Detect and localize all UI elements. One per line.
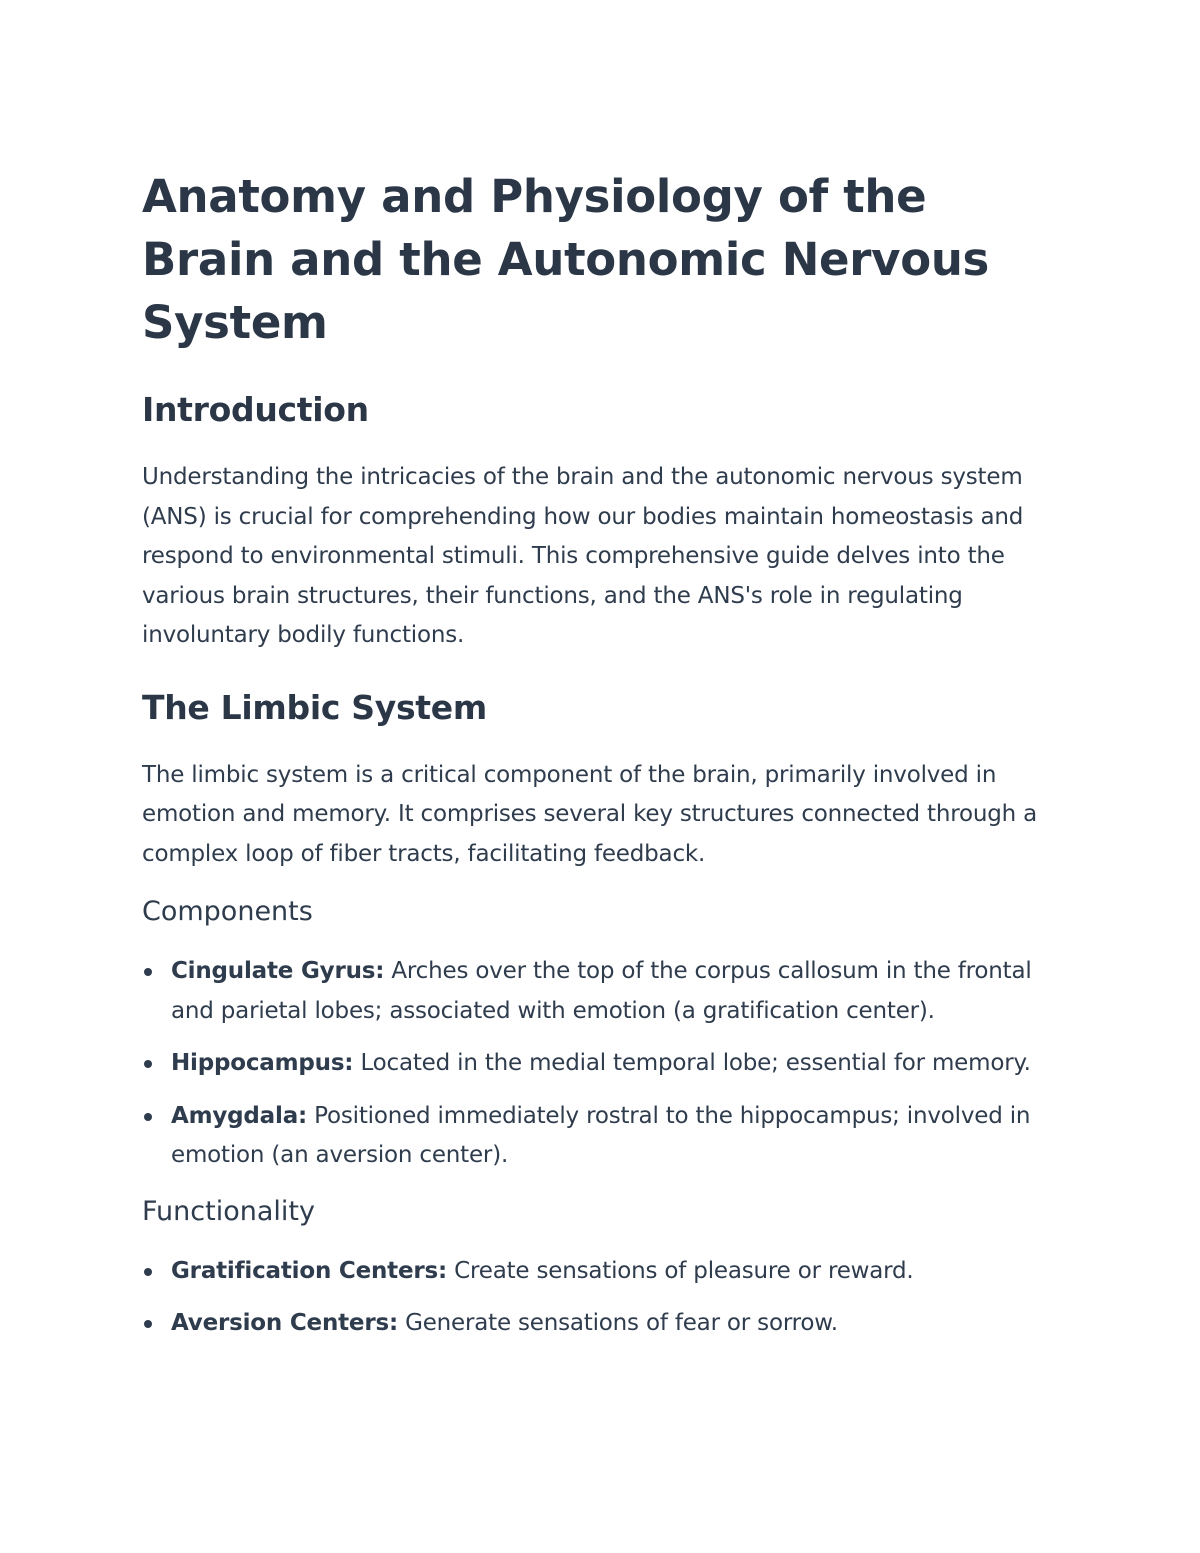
introduction-paragraph: Understanding the intricacies of the brain and the autonomic nervous system (ANS) is crucial for comprehending how our bodies maintain homeostasis and respond to environmental stimuli. This comprehensive guide delves into the various brain structures, their functions, and the ANS's role in regulating involuntary bodily functions. bbox=[142, 464, 1024, 648]
list-item bbox=[142, 952, 1070, 1031]
functionality-list bbox=[142, 1252, 1070, 1344]
list-item-term: Hippocampus: bbox=[171, 1050, 354, 1076]
bullet-icon bbox=[144, 1113, 152, 1121]
list-item-term: Gratification Centers: bbox=[171, 1257, 448, 1284]
bullet-icon bbox=[144, 1060, 152, 1068]
list-item bbox=[142, 1097, 1070, 1176]
components-heading: Components bbox=[142, 896, 313, 927]
bullet-icon bbox=[144, 1268, 152, 1276]
limbic-system-heading: The Limbic System bbox=[142, 687, 487, 727]
list-item bbox=[142, 1252, 1070, 1292]
list-item-term: Cingulate Gyrus: bbox=[171, 958, 385, 984]
bullet-icon bbox=[144, 1320, 152, 1328]
functionality-heading: Functionality bbox=[142, 1195, 315, 1227]
list-item bbox=[142, 1304, 1070, 1344]
list-item-text: Create sensations of pleasure or reward. bbox=[454, 1257, 914, 1284]
list-item-text: Arches over the top of the corpus callosum in the frontal and parietal lobes; associated with emotion (a gratification center). bbox=[171, 958, 1032, 1024]
document-title: Anatomy and Physiology of the Brain and the Autonomic Nervous System bbox=[142, 170, 990, 349]
introduction-heading: Introduction bbox=[142, 390, 369, 429]
components-list bbox=[142, 952, 1070, 1176]
bullet-icon bbox=[144, 968, 152, 976]
list-item-term: Aversion Centers: bbox=[171, 1310, 398, 1336]
list-item-text: Generate sensations of fear or sorrow. bbox=[405, 1310, 838, 1336]
list-item-term: Amygdala: bbox=[171, 1102, 308, 1129]
list-item-text: Positioned immediately rostral to the hippocampus; involved in emotion (an aversion center). bbox=[171, 1102, 1031, 1168]
limbic-system-paragraph: The limbic system is a critical component of the brain, primarily involved in emotion and memory. It comprises several key structures connected through a complex loop of fiber tracts, facilitating feedback. bbox=[142, 761, 1038, 867]
list-item bbox=[142, 1044, 1070, 1084]
list-item-text: Located in the medial temporal lobe; essential for memory. bbox=[360, 1050, 1031, 1076]
